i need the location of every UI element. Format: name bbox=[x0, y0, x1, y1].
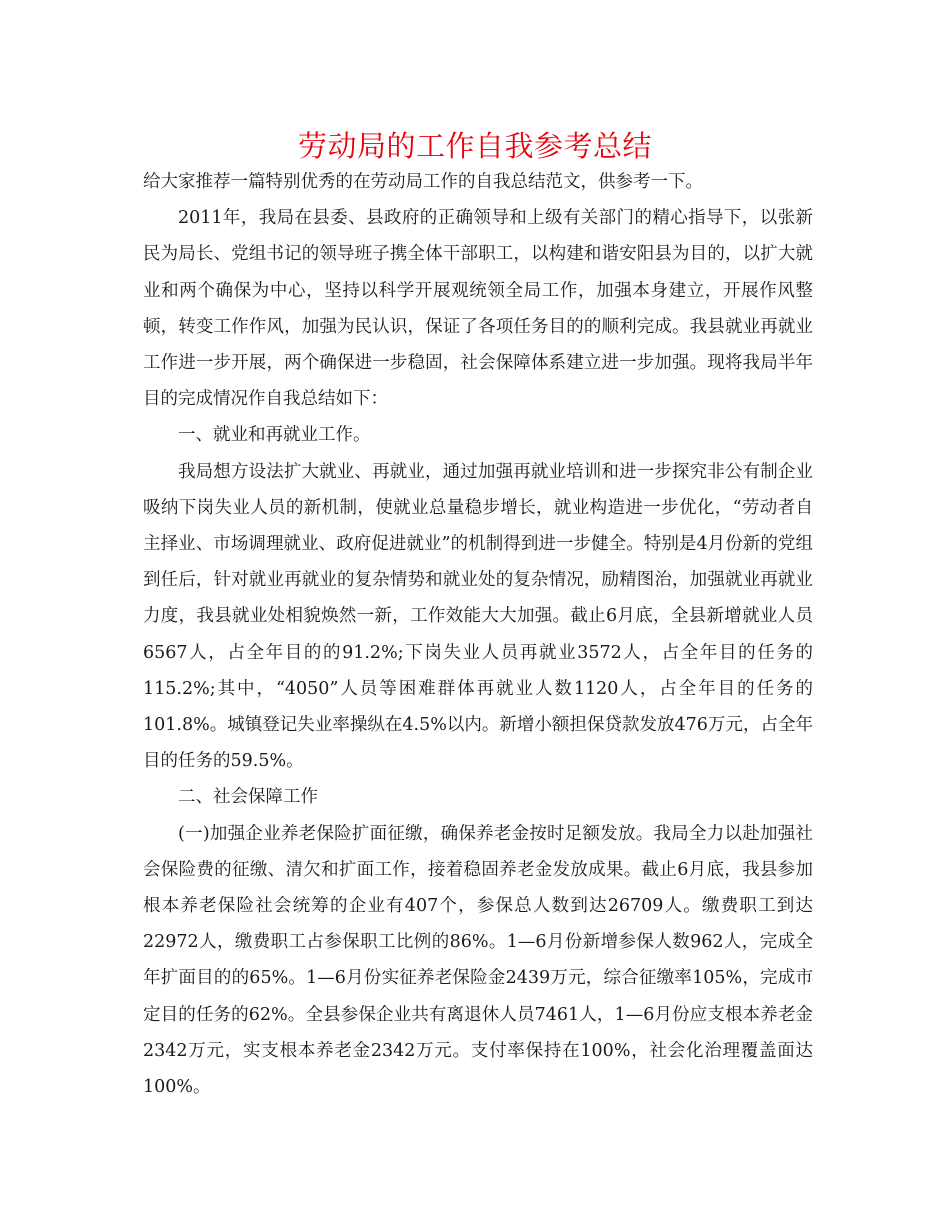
document-title: 劳动局的工作自我参考总结 bbox=[297, 129, 652, 163]
section-heading-social-security: 二、社会保障工作 bbox=[178, 787, 318, 808]
section-heading-employment: 一、就业和再就业工作。 bbox=[178, 425, 371, 446]
document-body bbox=[143, 164, 813, 1105]
employment-paragraph: 我局想方设法扩大就业、再就业，通过加强再就业培训和进一步探究非公有制企业吸纳下岗失业人员的新机制，使就业总量稳步增长，就业构造进一步优化，“劳动者自主择业、市场调理就业、政府促进就业”的机制得到进一步健全。特别是4月份新的党组到任后，针对就业再就业的复杂情势和就业处的复杂情况，励精图治，加强就业再就业力度，我县就业处相貌焕然一新，工作效能大大加强。截止6月底，全县新增就业人员6567人，占全年目的的91.2%;下岗失业人员再就业3572人，占全年目的任务的115.2%;其中，“4050”人员等困难群体再就业人数1120人，占全年目的任务的101.8%。城镇登记失业率操纵在4.5%以内。新增小额担保贷款发放476万元，占全年目的任务的59.5%。 bbox=[143, 461, 813, 772]
overview-paragraph: 2011年，我局在县委、县政府的正确领导和上级有关部门的精心指导下，以张新民为局长、党组书记的领导班子携全体干部职工，以构建和谐安阳县为目的，以扩大就业和两个确保为中心，坚持以科学开展观统领全局工作，加强本身建立，开展作风整顿，转变工作作风，加强为民认识，保证了各项任务目的的顺利完成。我县就业再就业工作进一步开展，两个确保进一步稳固，社会保障体系建立进一步加强。现将我局半年目的完成情况作自我总结如下： bbox=[143, 208, 813, 410]
intro-paragraph: 给大家推荐一篇特别优秀的在劳动局工作的自我总结范文，供参考一下。 bbox=[143, 172, 703, 192]
pension-paragraph: (一)加强企业养老保险扩面征缴，确保养老金按时足额发放。我局全力以赴加强社会保险费的征缴、清欠和扩面工作，接着稳固养老金发放成果。截止6月底，我县参加根本养老保险社会统筹的企业有407个，参保总人数到达26709人。缴费职工到达22972人，缴费职工占参保职工比例的86%。1—6月份新增参保人数962人，完成全年扩面目的的65%。1—6月份实征养老保险金2439万元，综合征缴率105%，完成市定目的任务的62%。全县参保企业共有离退休人员7461人，1—6月份应支根本养老金2342万元，实支根本养老金2342万元。支付率保持在100%，社会化治理覆盖面达100%。 bbox=[143, 823, 813, 1098]
